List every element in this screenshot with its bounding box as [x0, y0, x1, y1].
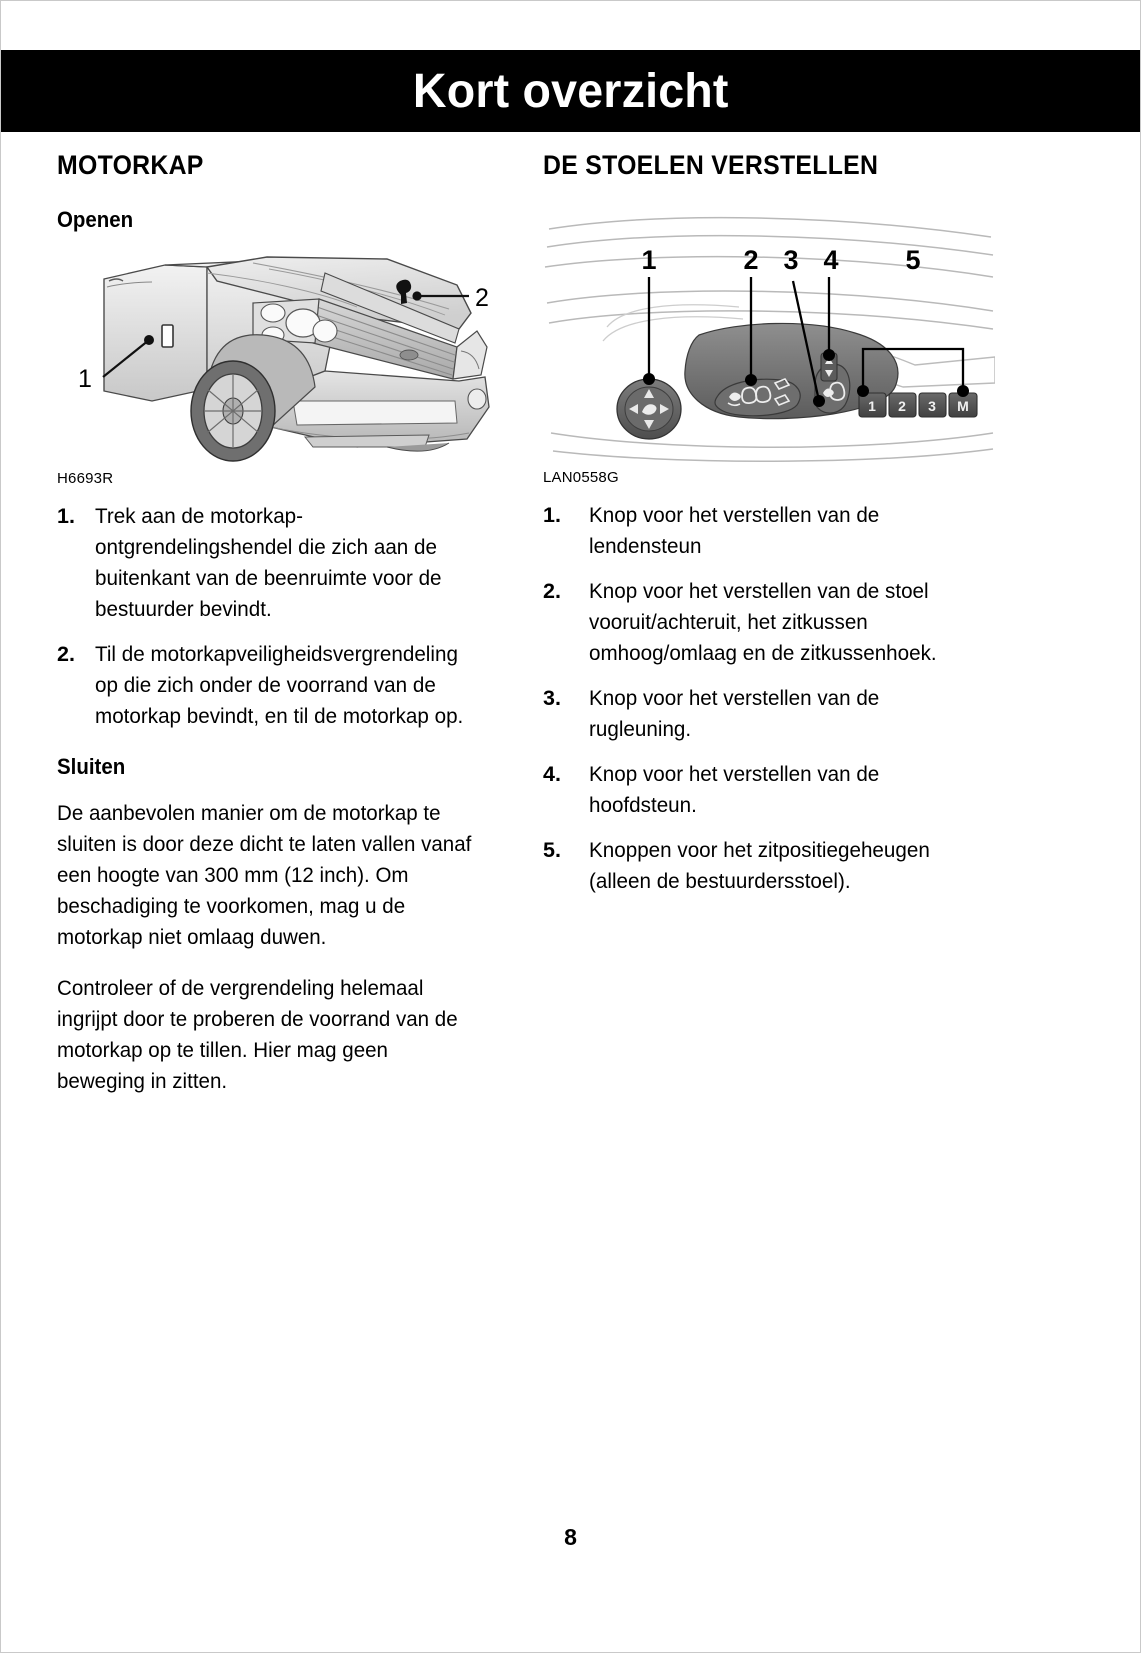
list-item — [543, 576, 995, 669]
page-title: Kort overzicht — [412, 64, 729, 118]
legend-number: 5. — [543, 838, 561, 862]
figure-reference-seat: LAN0558G — [543, 469, 619, 486]
page-header-banner — [0, 50, 1141, 132]
hood-callout-2: 2 — [475, 284, 489, 312]
step-text: Til de motorkapveiligheidsvergrendeling op die zich onder de voorrand van de motorkap bevindt, en til de motorkap op. — [95, 642, 464, 728]
legend-number: 1. — [543, 503, 561, 527]
legend-number: 2. — [543, 579, 561, 603]
memory-button-m-label: M — [957, 398, 969, 414]
lumbar-control-switch — [617, 379, 681, 439]
close-paragraph-1: De aanbevolen manier om de motorkap te sluiten is door deze dicht te laten vallen vanaf een hoogte van 300 mm (12 inch). Om beschadiging te voorkomen, mag u de motorkap niet omlaag duwen. — [57, 801, 472, 949]
memory-button-1-label: 1 — [868, 398, 876, 414]
legend-text: Knoppen voor het zitpositiegeheugen (alleen de bestuurdersstoel). — [589, 838, 930, 893]
seat-callout-1: 1 — [641, 245, 657, 275]
legend-number: 4. — [543, 762, 561, 786]
seat-control-legend — [543, 500, 995, 897]
list-item — [57, 501, 499, 625]
legend-text: Knop voor het verstellen van de hoofdsteun. — [589, 762, 880, 817]
seat-callout-4: 4 — [823, 245, 839, 275]
list-item — [543, 500, 995, 562]
section-title-stoelen: DE STOELEN VERSTELLEN — [543, 150, 879, 180]
subsection-title-sluiten: Sluiten — [57, 754, 126, 779]
list-item — [543, 759, 995, 821]
memory-buttons-group — [859, 393, 977, 417]
hood-open-steps — [57, 501, 499, 732]
legend-text: Knop voor het verstellen van de stoel vooruit/achteruit, het zitkussen omhoog/omlaag en de zitkussenhoek. — [589, 579, 937, 665]
seat-callout-3: 3 — [783, 245, 799, 275]
memory-button-2-label: 2 — [898, 398, 906, 414]
page-number: 8 — [564, 1524, 577, 1550]
seat-callout-5: 5 — [905, 245, 921, 275]
hood-callout-1: 1 — [78, 365, 92, 393]
seat-callout-2: 2 — [743, 245, 759, 275]
memory-button-3-label: 3 — [928, 398, 936, 414]
right-column — [543, 150, 995, 911]
figure-hood-illustration — [57, 251, 499, 466]
left-column — [57, 150, 499, 1117]
step-text: Trek aan de motorkap-ontgrendelingshendel die zich aan de buitenkant van de beenruimte voor de bestuurder bevindt. — [95, 504, 442, 621]
figure-seat-controls-illustration — [543, 207, 995, 465]
legend-text: Knop voor het verstellen van de rugleuning. — [589, 686, 880, 741]
section-title-motorkap: MOTORKAP — [57, 150, 204, 180]
figure-reference-hood: H6693R — [57, 470, 114, 487]
subsection-title-openen: Openen — [57, 207, 134, 232]
step-number: 1. — [57, 504, 75, 528]
list-item — [543, 683, 995, 745]
list-item — [57, 639, 499, 732]
legend-number: 3. — [543, 686, 561, 710]
legend-text: Knop voor het verstellen van de lendensteun — [589, 503, 880, 558]
list-item — [543, 835, 995, 897]
close-paragraph-2: Controleer of de vergrendeling helemaal ingrijpt door te proberen de voorrand van de motorkap op te tillen. Hier mag geen beweging in zitten. — [57, 976, 458, 1093]
step-number: 2. — [57, 642, 75, 666]
